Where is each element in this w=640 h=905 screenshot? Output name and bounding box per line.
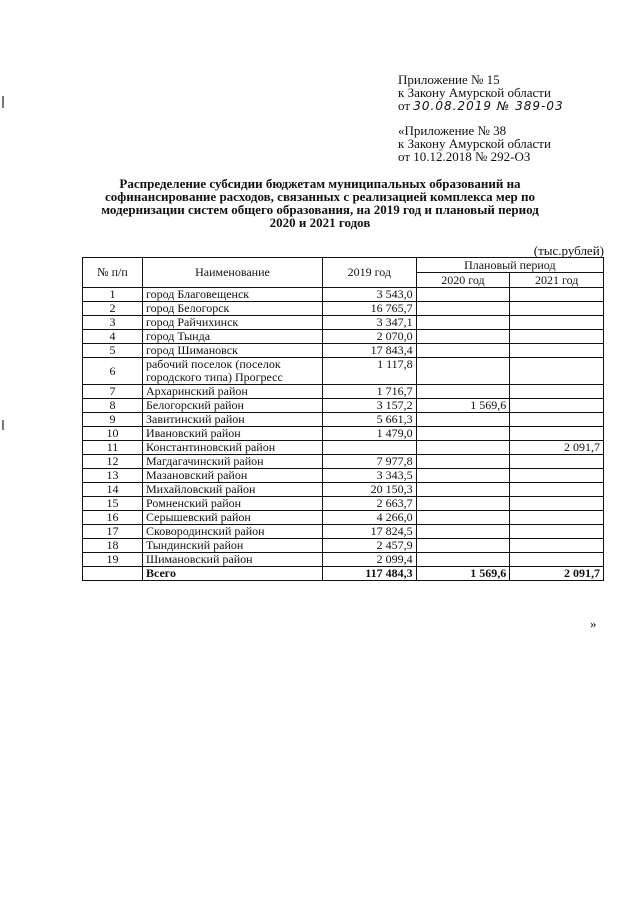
value-2020 [416,330,510,344]
municipality-name: город Шимановск [142,344,322,358]
value-2019: 17 824,5 [322,525,416,539]
municipality-name: Константиновский район [142,441,322,455]
municipality-name: город Райчихинск [142,316,322,330]
table-row [83,316,604,330]
municipality-name: Тындинский район [142,539,322,553]
value-2021 [510,413,604,427]
value-2020 [416,483,510,497]
value-2021 [510,483,604,497]
row-number: 15 [83,497,143,511]
row-number: 9 [83,413,143,427]
value-2019: 5 661,3 [322,413,416,427]
value-2021 [510,302,604,316]
value-2021 [510,316,604,330]
value-2021 [510,511,604,525]
value-2019: 16 765,7 [322,302,416,316]
table-row [83,441,604,455]
appendix-law: к Закону Амурской области [398,85,551,100]
row-number: 11 [83,441,143,455]
value-2019: 17 843,4 [322,344,416,358]
appendix-number: Приложение № 15 [398,72,500,87]
row-number: 8 [83,399,143,413]
value-2019: 3 343,5 [322,469,416,483]
column-header-2019: 2019 год [322,258,416,288]
row-number: 16 [83,511,143,525]
value-2019: 2 457,9 [322,539,416,553]
column-header-2021: 2021 год [510,273,604,288]
value-2020 [416,302,510,316]
row-number: 17 [83,525,143,539]
value-2021 [510,358,604,385]
scan-edge-mark [2,96,4,108]
total-row-number [83,567,143,581]
municipality-name: город Белогорск [142,302,322,316]
column-header-2020: 2020 год [416,273,510,288]
appendix-handwritten-date: 30.08.2019 № 389-03 [413,99,564,113]
value-2021 [510,553,604,567]
value-2019: 1 716,7 [322,385,416,399]
row-number: 7 [83,385,143,399]
row-number: 14 [83,483,143,497]
value-2020 [416,427,510,441]
row-number: 13 [83,469,143,483]
value-2021: 2 091,7 [510,441,604,455]
table-row [83,344,604,358]
row-number: 12 [83,455,143,469]
municipality-name: Завитинский район [142,413,322,427]
value-2019: 3 157,2 [322,399,416,413]
scan-edge-mark [2,420,4,430]
table-row [83,525,604,539]
prev-appendix-law: к Закону Амурской области [398,136,551,151]
value-2020 [416,553,510,567]
table-row [83,358,604,385]
table-row [83,483,604,497]
value-2019: 3 347,1 [322,316,416,330]
value-2021 [510,497,604,511]
row-number: 1 [83,288,143,302]
value-2020 [416,288,510,302]
row-number: 5 [83,344,143,358]
units-label: (тыс.рублей) [533,243,604,258]
value-2020 [416,497,510,511]
table-row [83,553,604,567]
total-2019: 117 484,3 [322,567,416,581]
table-row [83,330,604,344]
table-row [83,427,604,441]
municipality-name: Магдагачинский район [142,455,322,469]
value-2019: 20 150,3 [322,483,416,497]
value-2021 [510,427,604,441]
table-row [83,413,604,427]
row-number: 19 [83,553,143,567]
value-2021 [510,469,604,483]
prev-appendix-number: «Приложение № 38 [398,123,507,138]
previous-appendix-header [398,124,628,163]
value-2020 [416,385,510,399]
value-2019: 1 479,0 [322,427,416,441]
column-header-name: Наименование [142,258,322,288]
row-number: 10 [83,427,143,441]
value-2020 [416,525,510,539]
value-2020 [416,511,510,525]
table-row [83,469,604,483]
value-2020 [416,455,510,469]
municipality-name: Михайловский район [142,483,322,497]
value-2020 [416,316,510,330]
value-2021 [510,539,604,553]
value-2020 [416,344,510,358]
prev-appendix-date: от 10.12.2018 № 292-ОЗ [398,149,531,164]
value-2019: 2 070,0 [322,330,416,344]
municipality-name: Сковородинский район [142,525,322,539]
value-2019: 1 117,8 [322,358,416,385]
value-2021 [510,399,604,413]
appendix-date-prefix: от [398,98,411,113]
municipality-name: город Благовещенск [142,288,322,302]
row-number: 6 [83,358,143,385]
municipality-name: рабочий поселок (поселок городского типа) Прогресс [142,358,322,385]
table-row [83,288,604,302]
value-2021 [510,525,604,539]
value-2021 [510,330,604,344]
total-label: Всего [142,567,322,581]
document-title: Распределение субсидии бюджетам муниципальных образований на софинансирование расходов, связанных с реализацией комплекса мер по модернизации систем общего образования, на 2019 год и плановый период 2020 и 2021 годов [101,176,539,230]
value-2019: 7 977,8 [322,455,416,469]
value-2020: 1 569,6 [416,399,510,413]
closing-quote: » [590,616,597,631]
table-row [83,302,604,316]
value-2019: 2 663,7 [322,497,416,511]
municipality-name: Ивановский район [142,427,322,441]
table-row [83,497,604,511]
value-2021 [510,344,604,358]
appendix-header [398,73,628,113]
municipality-name: Белогорский район [142,399,322,413]
value-2021 [510,455,604,469]
column-header-number: № п/п [83,258,143,288]
value-2019: 3 543,0 [322,288,416,302]
row-number: 2 [83,302,143,316]
table-row [83,511,604,525]
value-2021 [510,288,604,302]
total-2020: 1 569,6 [416,567,510,581]
table-body [83,288,604,581]
total-2021: 2 091,7 [510,567,604,581]
municipality-name: город Тында [142,330,322,344]
value-2020 [416,469,510,483]
column-header-planned-period: Плановый период [416,258,603,273]
subsidy-table [82,257,604,581]
municipality-name: Ромненский район [142,497,322,511]
municipality-name: Архаринский район [142,385,322,399]
value-2020 [416,539,510,553]
value-2019: 2 099,4 [322,553,416,567]
value-2019 [322,441,416,455]
municipality-name: Серышевский район [142,511,322,525]
table-row [83,385,604,399]
value-2020 [416,441,510,455]
row-number: 3 [83,316,143,330]
appendix-date-line [398,99,628,113]
value-2020 [416,413,510,427]
total-row [83,567,604,581]
municipality-name: Шимановский район [142,553,322,567]
value-2020 [416,358,510,385]
row-number: 4 [83,330,143,344]
value-2019: 4 266,0 [322,511,416,525]
row-number: 18 [83,539,143,553]
table-row [83,539,604,553]
table-row [83,399,604,413]
value-2021 [510,385,604,399]
municipality-name: Мазановский район [142,469,322,483]
table-row [83,455,604,469]
